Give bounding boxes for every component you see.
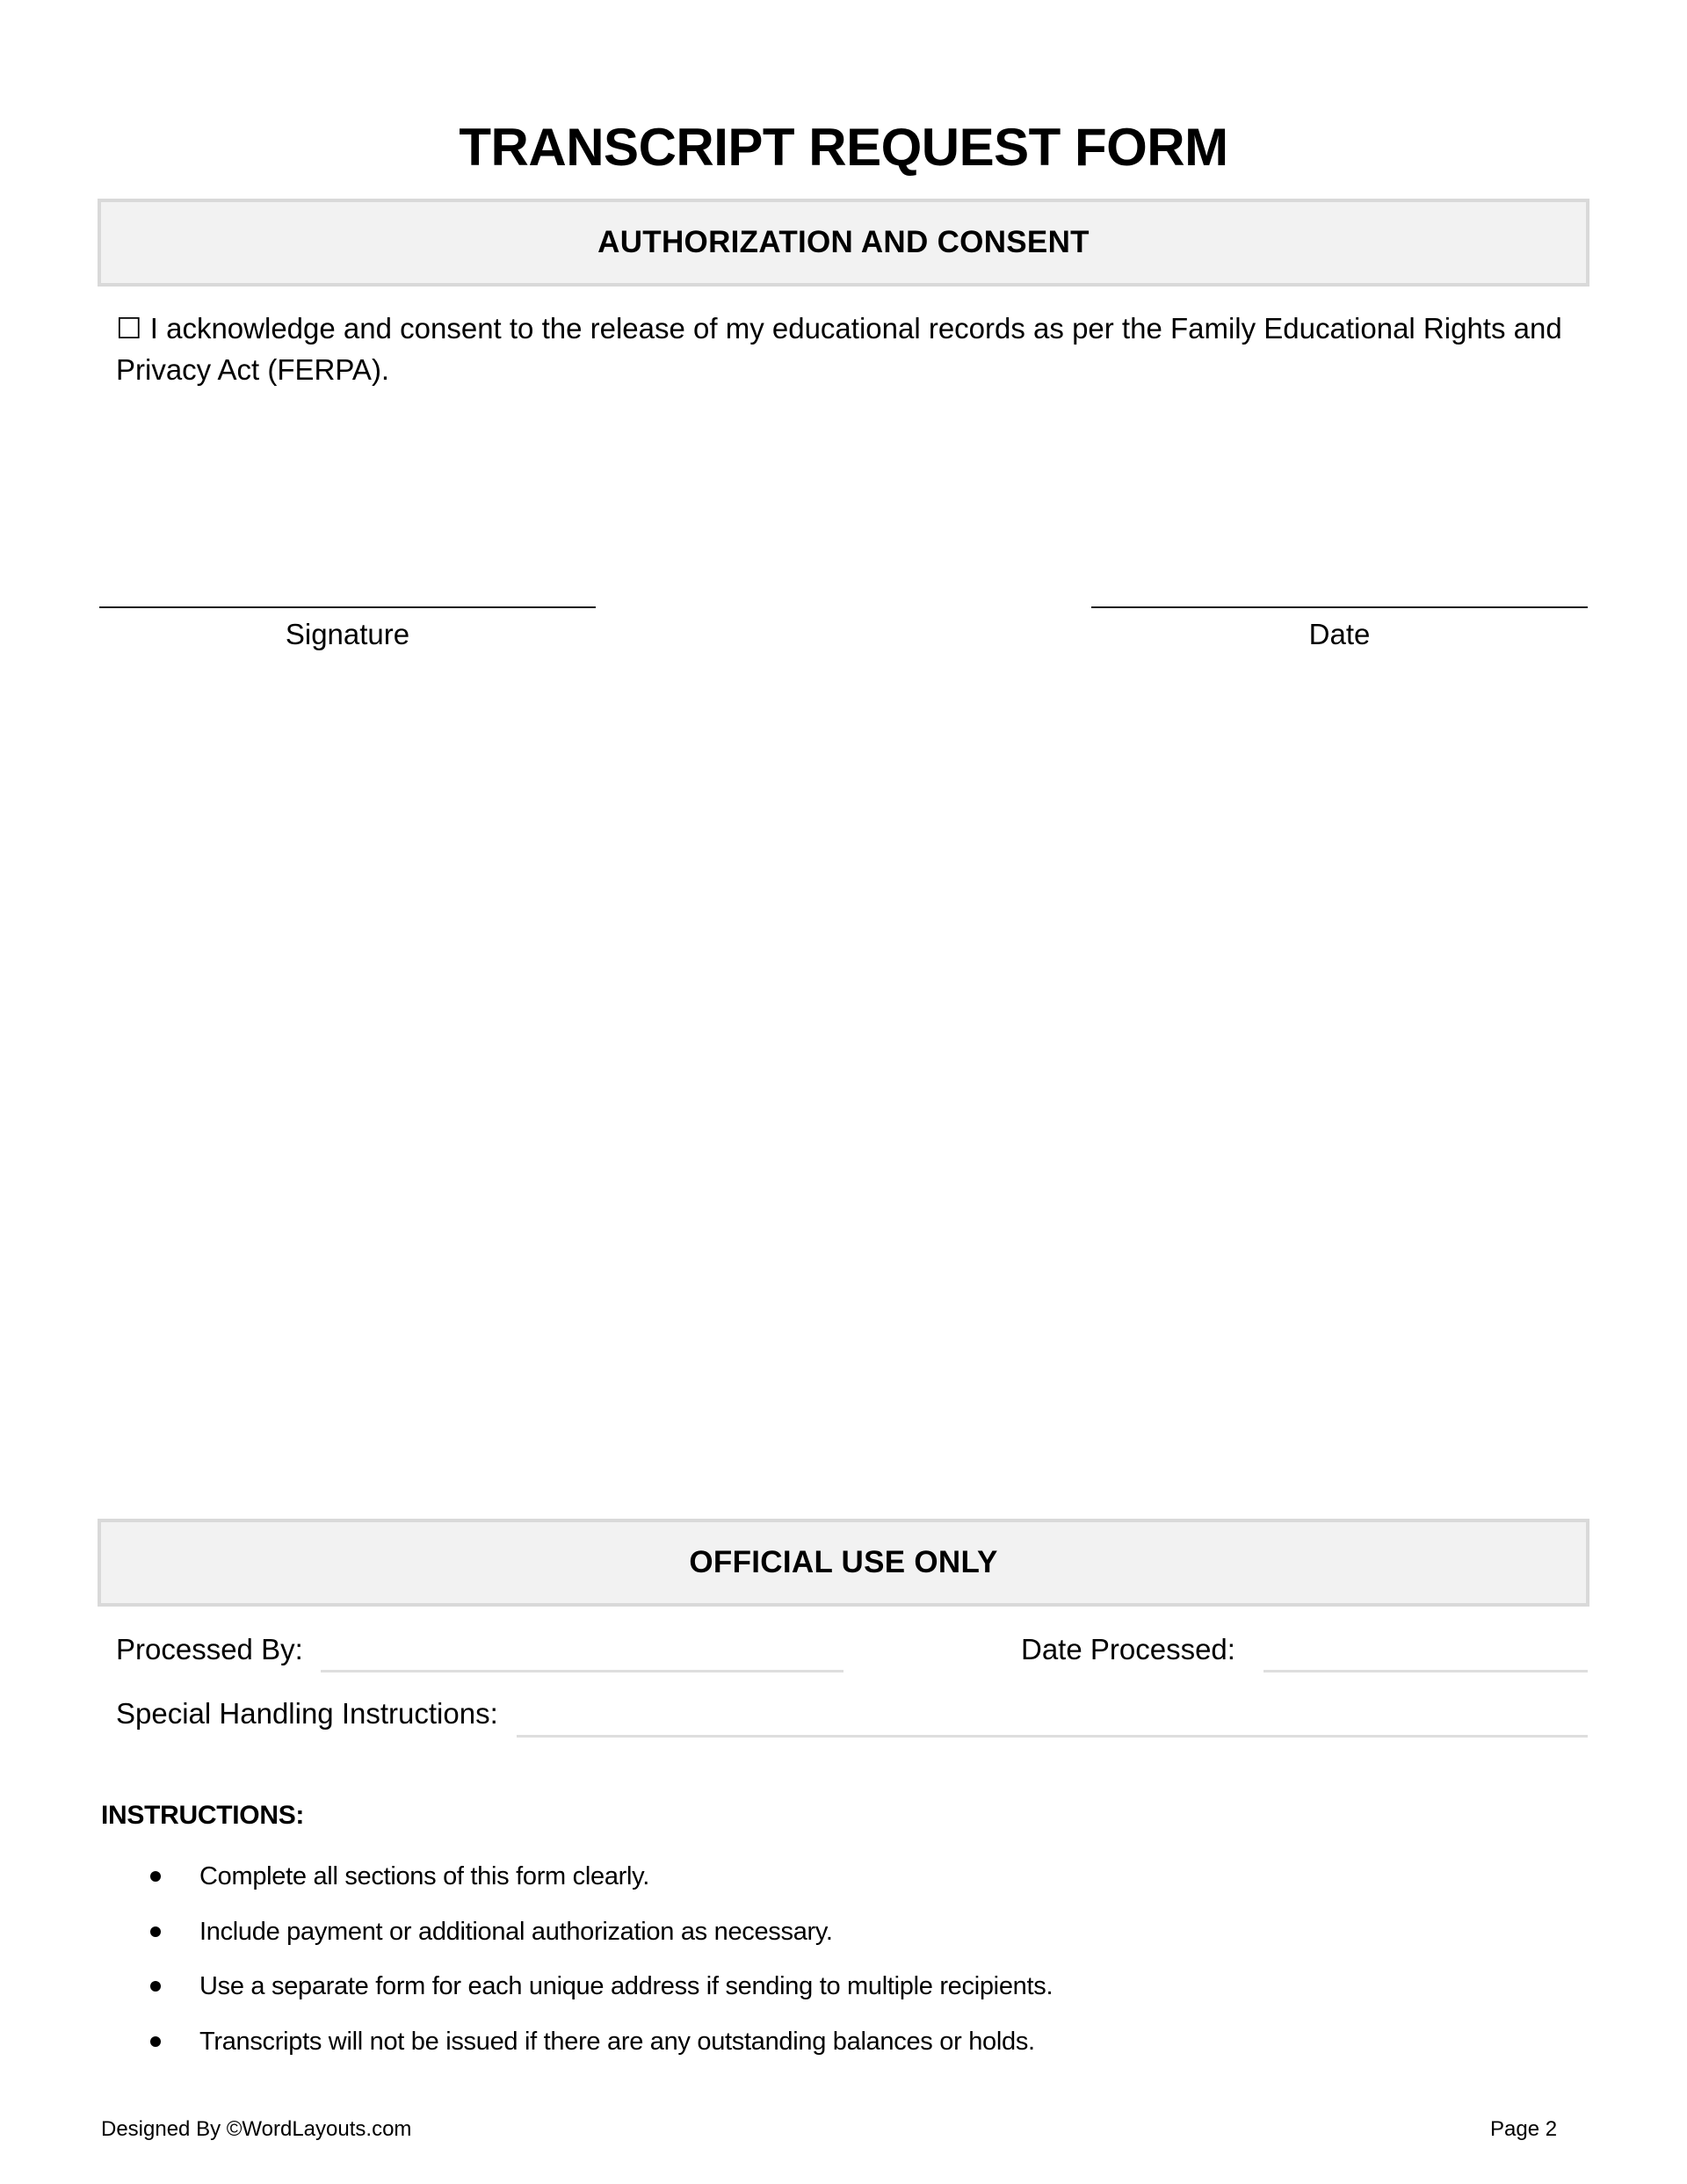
signature-label: Signature (285, 618, 410, 650)
instruction-item: Complete all sections of this form clearly. (199, 1862, 649, 1890)
signature-line[interactable] (99, 606, 596, 608)
processed-by-label: Processed By: (116, 1633, 303, 1665)
authorization-heading: AUTHORIZATION AND CONSENT (597, 225, 1090, 259)
footer-credit: Designed By ©WordLayouts.com (101, 2117, 412, 2141)
instruction-item: Use a separate form for each unique address if sending to multiple recipients. (199, 1972, 1053, 2000)
official-use-heading: OFFICIAL USE ONLY (689, 1545, 998, 1579)
page-title: TRANSCRIPT REQUEST FORM (459, 118, 1228, 177)
date-processed-field[interactable] (1263, 1670, 1588, 1672)
bullet-icon (150, 1981, 161, 1992)
consent-checkbox[interactable]: ☐ (116, 312, 142, 345)
official-use-section-header (98, 1519, 1589, 1607)
processed-by-field[interactable] (321, 1670, 844, 1672)
instructions-heading: INSTRUCTIONS: (101, 1801, 305, 1830)
special-handling-field[interactable] (517, 1735, 1588, 1738)
consent-statement (116, 308, 1592, 390)
instruction-item: Include payment or additional authorization as necessary. (199, 1918, 833, 1946)
consent-text: I acknowledge and consent to the release of my educational records as per the Family Educational Rights and Privacy Act (FERPA). (116, 312, 1562, 386)
bullet-icon (150, 1926, 161, 1937)
bullet-icon (150, 1871, 161, 1882)
authorization-section-header (98, 199, 1589, 287)
bullet-icon (150, 2036, 161, 2047)
date-processed-label: Date Processed: (1021, 1633, 1235, 1665)
date-label: Date (1308, 618, 1371, 650)
date-line[interactable] (1091, 606, 1588, 608)
page-number: Page 2 (1490, 2117, 1558, 2141)
special-handling-label: Special Handling Instructions: (116, 1697, 498, 1730)
instruction-item: Transcripts will not be issued if there are any outstanding balances or holds. (199, 2028, 1035, 2056)
